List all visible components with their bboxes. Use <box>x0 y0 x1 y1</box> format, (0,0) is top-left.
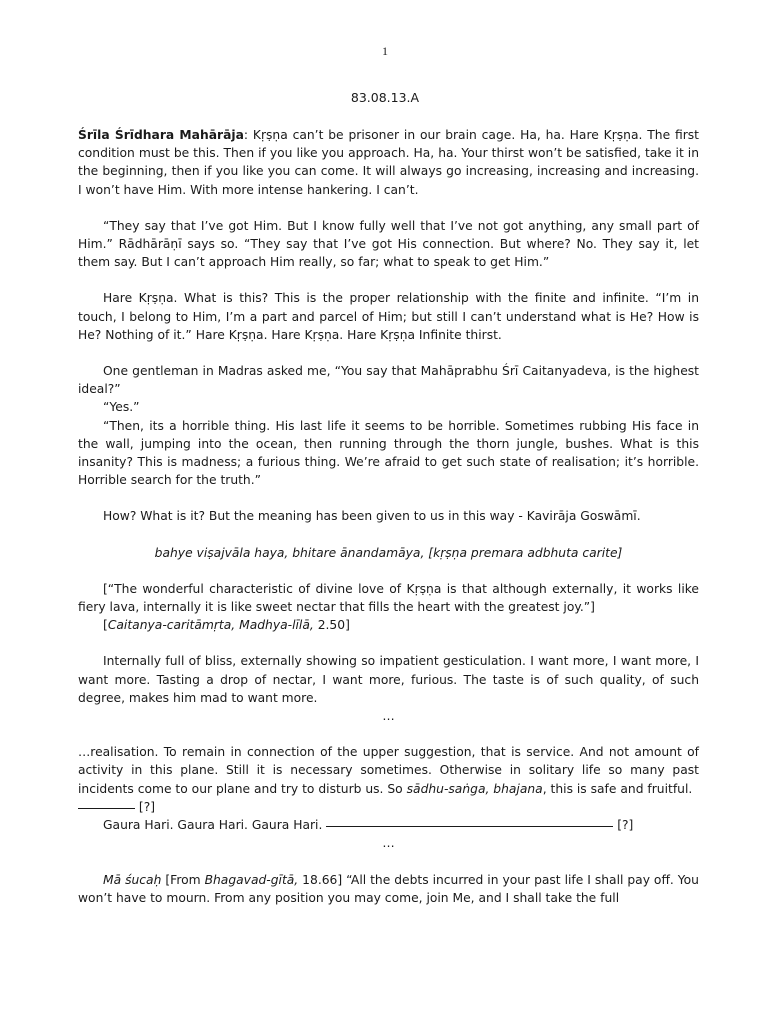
paragraph-11: Mā śucaḥ [From Bhagavad-gītā, 18.66] “All the debts incurred in your past life I shall pay off. You won’t have to mourn. From any position you may come, join Me, and I shall take the full <box>78 872 699 905</box>
verse-main: bahye viṣajvāla haya, bhitare ānandamāya, <box>154 545 429 560</box>
sanskrit-term: sādhu-saṅga, bhajana <box>406 781 543 796</box>
ellipsis-divider: … <box>382 709 395 724</box>
document-id: 83.08.13.A <box>350 90 420 105</box>
verse-citation: [Caitanya-caritāmṛta, Madhya-līlā, 2.50] <box>103 618 350 633</box>
paragraph-4: One gentleman in Madras asked me, “You say that Mahāprabhu Śrī Caitanyadeva, is the highest ideal?” <box>78 364 699 397</box>
paragraph-6: “Then, its a horrible thing. His last life it seems to be horrible. Sometimes rubbing His face in the wall, jumping into the ocean, then running through the thorn jungle, bushes. What is this insanity? This is madness; a furious thing. We’re afraid to get such state of realisation; it’s horrible. Horrible search for the truth.” <box>78 418 699 488</box>
paragraph-1 <box>78 126 699 199</box>
unclear-blank-long <box>326 826 613 827</box>
source-title: Bhagavad-gītā, <box>204 872 299 887</box>
unclear-blank <box>78 808 135 809</box>
verse-line <box>78 544 699 562</box>
sanskrit-term: Mā śucaḥ <box>103 872 162 887</box>
paragraph-7: How? What is it? But the meaning has been given to us in this way - Kavirāja Goswāmī. <box>103 509 641 524</box>
ellipsis-divider: … <box>382 836 395 851</box>
verse-translation: [“The wonderful characteristic of divine love of Kṛṣṇa is that although externally, it works like fiery lava, internally it is like sweet nectar that fills the heart with the greatest joy.”] <box>78 581 699 615</box>
paragraph-9: …realisation. To remain in connection of the upper suggestion, that is service. And not amount of activity in this plane. Still it is necessary sometimes. Otherwise in solitary life so many past incidents come to our plane and try to disturb us. So sādhu-saṅga, bhajana, this is safe and fruitful. [?] <box>78 745 699 814</box>
paragraph-8: Internally full of bliss, externally showing so impatient gesticulation. I want more, I want more, I want more. Tasting a drop of nectar, I want more, furious. The taste is of such quality, of such degree, makes him mad to want more. <box>78 654 699 705</box>
citation-title: Caitanya-caritāmṛta, Madhya-līlā, <box>107 618 314 633</box>
transcript-body <box>78 126 699 907</box>
speaker-name: Śrīla Śrīdhara Mahārāja <box>78 128 244 142</box>
page-number: 1 <box>382 44 388 58</box>
verse-bracket: [kṛṣṇa premara adbhuta carite] <box>428 545 623 560</box>
paragraph-2: “They say that I’ve got Him. But I know fully well that I’ve not got anything, any small part of Him.” Rādhārāṇī says so. “They say that I’ve got His connection. But where? No. They say it, let them say. But I can’t approach Him really, so far; what to speak to get Him.” <box>78 218 699 270</box>
paragraph-10: Gaura Hari. Gaura Hari. Gaura Hari. [?] <box>103 818 634 833</box>
paragraph-5: “Yes.” <box>103 400 140 415</box>
paragraph-3: Hare Kṛṣṇa. What is this? This is the proper relationship with the finite and infinite. “I’m in touch, I belong to Him, I’m a part and parcel of Him; but still I can’t understand what is He? How is He? Nothing of it.” Hare Kṛṣṇa. Hare Kṛṣṇa. Hare Kṛṣṇa Infinite thirst. <box>78 291 699 342</box>
paragraph-1-text: : Kṛṣṇa can’t be prisoner in our brain cage. Ha, ha. Hare Kṛṣṇa. The first condition must be this. Then if you like you approach. Ha, ha. Your thirst won’t be satisfied, take it in the beginning, then if you like you can come. It will always go increasing, increasing and increasing. I won’t have Him. With more intense hankering. I can’t. <box>78 128 700 197</box>
